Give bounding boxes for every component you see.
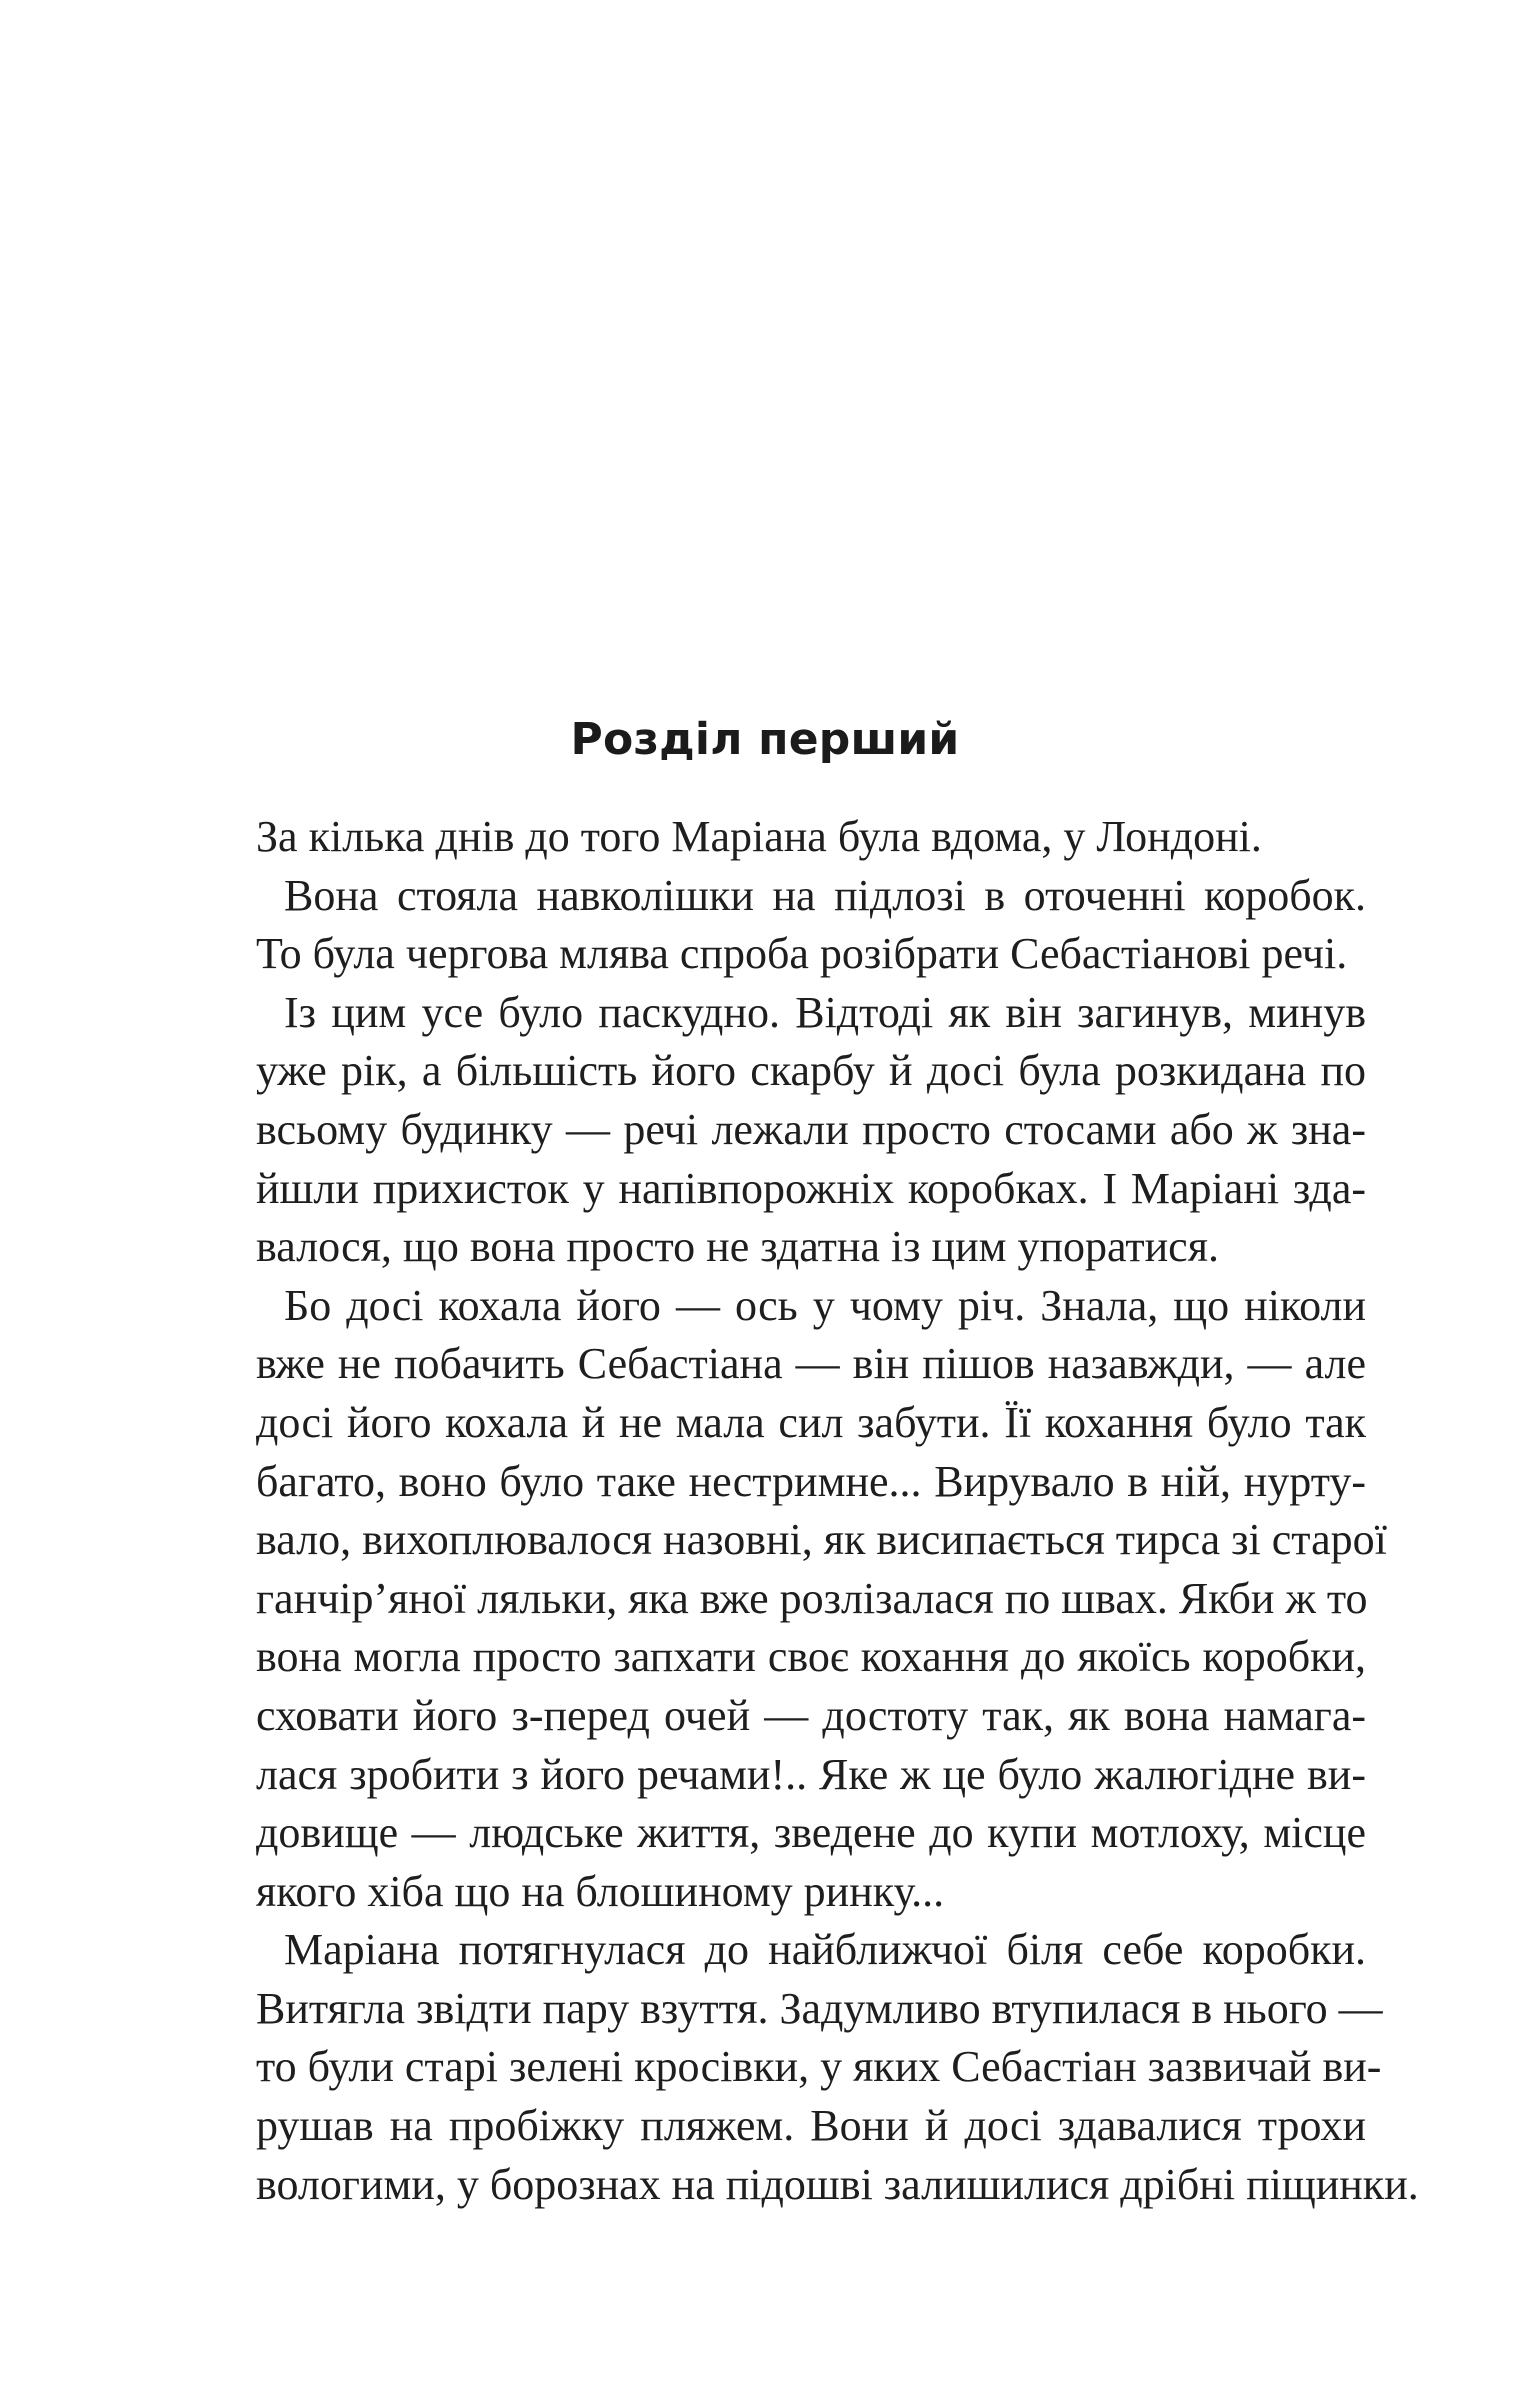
text-line: вже не побачить Себастіана — він пішов назавжди, — але [256,1339,1366,1389]
text-line: валося, що вона просто не здатна із цим упоратися. [256,1222,1219,1272]
paragraph-1 [256,808,1366,867]
text-line: вало, вихоплювалося назовні, як висипається тирса зі старої [256,1515,1387,1565]
text-line: досі його кохала й не мала сил забути. Її кохання було так [256,1397,1366,1447]
text-line: уже рік, а більшість його скарбу й досі була розкидана по [256,1046,1366,1096]
paragraph-5 [256,1921,1419,2214]
paragraph-4 [256,1277,1387,1922]
text-line: сховати його з-перед очей — достоту так, як вона намага- [256,1690,1366,1740]
text-line: За кілька днів до того Маріана була вдома, у Лондоні. [256,812,1262,861]
text-line: то були старі зелені кросівки, у яких Себастіан зазвичай ви- [256,2042,1382,2092]
paragraph-2 [256,867,1366,984]
text-line: Вона стояла навколішки на підлозі в оточенні коробок. [284,870,1366,920]
body-text [256,808,1419,2214]
text-line: Із цим усе було паскудно. Відтоді як він загинув, минув [284,987,1366,1037]
text-line: довище — людське життя, зведене до купи мотлоху, місце [256,1808,1366,1858]
text-line: Бо досі кохала його — ось у чому річ. Знала, що ніколи [284,1280,1366,1330]
text-line: вологими, у борознах на підошві залишилися дрібні піщинки. [256,2159,1419,2209]
text-line: рушав на пробіжку пляжем. Вони й досі здавалися трохи [256,2101,1366,2151]
text-line: ганчір’яної ляльки, яка вже розлізалася по швах. Якби ж то [256,1573,1368,1623]
text-line: якого хіба що на блошиному ринку... [256,1866,945,1916]
paragraph-3 [256,984,1366,1277]
text-line: йшли прихисток у напівпорожніх коробках. І Маріані зда- [256,1163,1366,1213]
text-line: всьому будинку — речі лежали просто стосами або ж зна- [256,1104,1366,1154]
text-line: багато, воно було таке нестримне... Вирувало в ній, нурту- [256,1456,1366,1506]
text-line: лася зробити з його речами!.. Яке ж це було жалюгідне ви- [256,1749,1366,1799]
text-line: вона могла просто запхати своє кохання до якоїсь коробки, [256,1632,1366,1682]
chapter-title: Розділ перший [570,714,960,765]
text-line: Маріана потягнулася до найближчої біля себе коробки. [284,1925,1366,1975]
text-line: Витягла звідти пару взуття. Задумливо втупилася в нього — [256,1983,1383,2033]
text-line: То була чергова млява спроба розібрати Себастіанові речі. [256,929,1348,979]
